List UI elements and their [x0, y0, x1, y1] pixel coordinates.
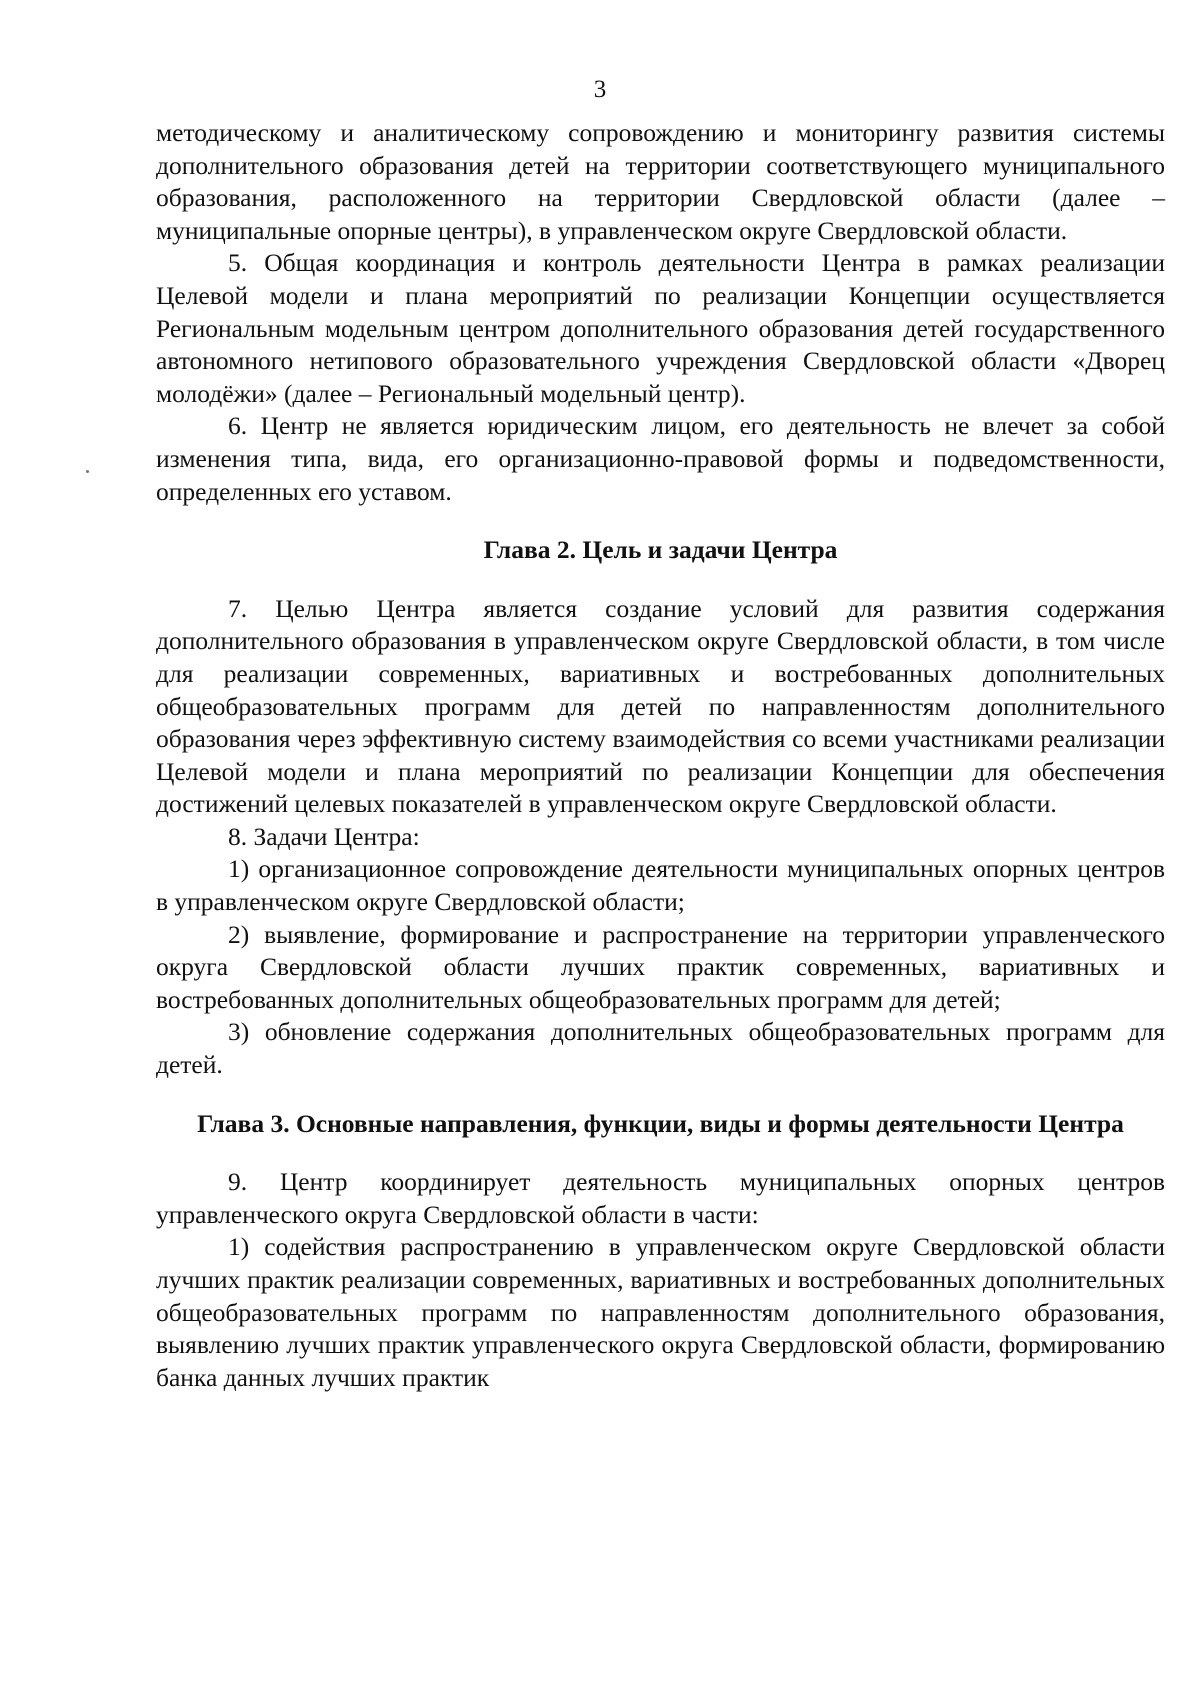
- paragraph-item-8: 8. Задачи Центра:: [228, 821, 420, 851]
- paragraph-item-6: 6. Центр не является юридическим лицом, его деятельность не влечет за собой изменения типа, вида, его организационно-правовой формы и подведомственности, определенных его уставом.: [156, 411, 1165, 506]
- page-number: 3: [593, 76, 607, 103]
- paragraph-item-7: 7. Целью Центра является создание условий для развития содержания дополнительного образования в управленческом округе Свердловской области, в том числе для реализации современных, вариативных и востребованных дополнительных общеобразовательных программ для детей по направленностям дополнительного образования через эффективную систему взаимодействия со всеми участниками реализации Целевой модели и плана мероприятий по реализации Концепции для обеспечения достижений целевых показателей в управленческом округе Свердловской области.: [156, 593, 1165, 819]
- paragraph-continuation: методическому и аналитическому сопровождению и мониторингу развития системы дополнительного образования детей на территории соответствующего муниципального образования, расположенного на территории Свердловской области (далее – муниципальные опорные центры), в управленческом округе Свердловской области.: [156, 118, 1165, 245]
- document-body: [156, 117, 1165, 1394]
- chapter-3-heading: Глава 3. Основные направления, функции, виды и формы деятельности Центра: [197, 1108, 1124, 1138]
- task-item-3: 3) обновление содержания дополнительных общеобразовательных программ для детей.: [156, 1017, 1165, 1080]
- chapter-2-heading: Глава 2. Цель и задачи Центра: [483, 535, 838, 565]
- paragraph-item-5: 5. Общая координация и контроль деятельности Центра в рамках реализации Целевой модели и плана мероприятий по реализации Концепции осуществляется Региональным модельным центром дополнительного образования детей государственного автономного нетипового образовательного учреждения Свердловской области «Дворец молодёжи» (далее – Региональный модельный центр).: [156, 248, 1165, 408]
- task-item-2: 2) выявление, формирование и распространение на территории управленческого округа Свердловской области лучших практик современных, вариативных и востребованных дополнительных общеобразовательных программ для детей;: [156, 919, 1165, 1014]
- task-item-1: 1) организационное сопровождение деятельности муниципальных опорных центров в управленческом округе Свердловской области;: [156, 854, 1165, 917]
- scan-speck: [86, 470, 89, 473]
- coordination-item-1: 1) содействия распространению в управленческом округе Свердловской области лучших практик реализации современных, вариативных и востребованных дополнительных общеобразовательных программ по направленностям дополнительного образования, выявлению лучших практик управленческого округа Свердловской области, формированию банка данных лучших практик: [156, 1232, 1165, 1392]
- paragraph-item-9: 9. Центр координирует деятельность муниципальных опорных центров управленческого округа Свердловской области в части:: [156, 1167, 1165, 1229]
